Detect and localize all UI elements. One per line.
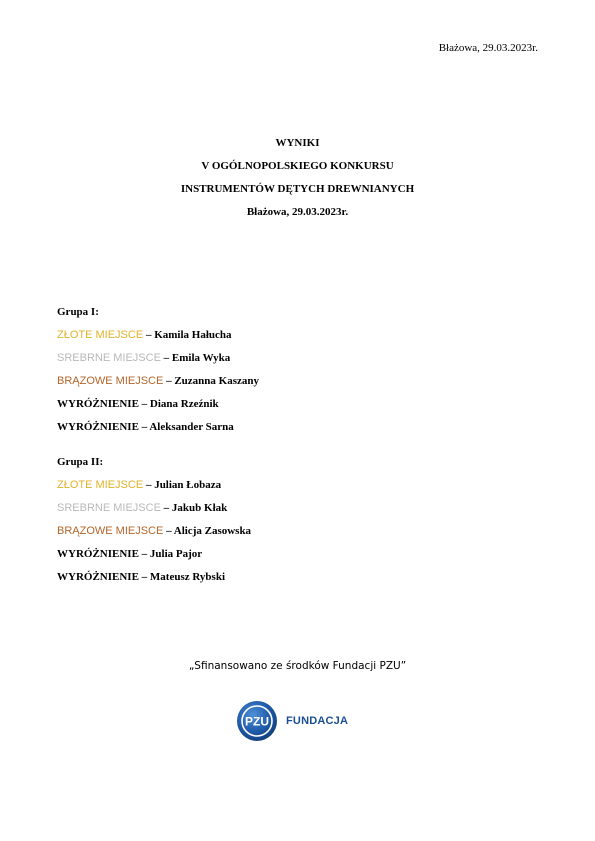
place-silver: SREBRNE MIEJSCE: [57, 352, 161, 364]
title-line-1: WYNIKI: [275, 137, 320, 149]
group-2: [57, 456, 259, 594]
place-bronze: BRĄZOWE MIEJSCE: [57, 525, 164, 537]
winner-name: Diana Rzeźnik: [149, 398, 219, 410]
result-entry: [57, 502, 259, 525]
separator: –: [138, 398, 150, 410]
group-1: [57, 306, 259, 444]
separator: –: [160, 352, 172, 364]
logo-word: FUNDACJA: [286, 715, 349, 727]
place-gold: ZŁOTE MIEJSCE: [57, 479, 144, 491]
result-entry: [57, 375, 259, 398]
winner-name: Emila Wyka: [171, 352, 231, 364]
title-line-4: Błażowa, 29.03.2023r.: [246, 206, 349, 218]
document-title: [0, 137, 595, 229]
place-mention: WYRÓŻNIENIE: [57, 398, 139, 410]
result-entry: [57, 479, 259, 502]
result-entry: [57, 329, 259, 352]
separator: –: [143, 479, 155, 491]
result-entry: [57, 398, 259, 421]
result-entry: [57, 571, 259, 594]
winner-name: Zuzanna Kaszany: [174, 375, 260, 387]
winner-name: Julian Łobaza: [154, 479, 222, 491]
result-entry: [57, 421, 259, 444]
place-mention: WYRÓŻNIENIE: [57, 571, 139, 583]
winner-name: Julia Pajor: [149, 548, 203, 560]
winner-name: Aleksander Sarna: [149, 421, 234, 433]
document-date: Błażowa, 29.03.2023r.: [438, 42, 538, 54]
fundacja-pzu-logo: [236, 700, 348, 742]
place-mention: WYRÓŻNIENIE: [57, 548, 139, 560]
pzu-mark-text: PZU: [245, 714, 269, 729]
winner-name: Kamila Hałucha: [154, 329, 232, 341]
group-label: Grupa II:: [57, 456, 104, 468]
place-gold: ZŁOTE MIEJSCE: [57, 329, 144, 341]
place-bronze: BRĄZOWE MIEJSCE: [57, 375, 164, 387]
place-mention: WYRÓŻNIENIE: [57, 421, 139, 433]
result-entry: [57, 525, 259, 548]
pzu-logo-icon: [236, 700, 278, 742]
separator: –: [143, 329, 155, 341]
place-silver: SREBRNE MIEJSCE: [57, 502, 161, 514]
winner-name: Mateusz Rybski: [149, 571, 225, 583]
winner-name: Alicja Zasowska: [173, 525, 252, 537]
title-line-3: INSTRUMENTÓW DĘTYCH DREWNIANYCH: [180, 183, 415, 195]
result-entry: [57, 548, 259, 571]
group-label: Grupa I:: [57, 306, 99, 318]
separator: –: [163, 525, 174, 537]
result-entry: [57, 352, 259, 375]
separator: –: [138, 421, 150, 433]
winner-name: Jakub Kłak: [171, 502, 228, 514]
separator: –: [138, 548, 150, 560]
funding-note: „Sfinansowano ze środków Fundacji PZU”: [188, 660, 407, 672]
title-line-2: V OGÓLNOPOLSKIEGO KONKURSU: [201, 160, 394, 172]
results-list: [57, 306, 259, 594]
separator: –: [138, 571, 150, 583]
separator: –: [163, 375, 175, 387]
separator: –: [160, 502, 172, 514]
